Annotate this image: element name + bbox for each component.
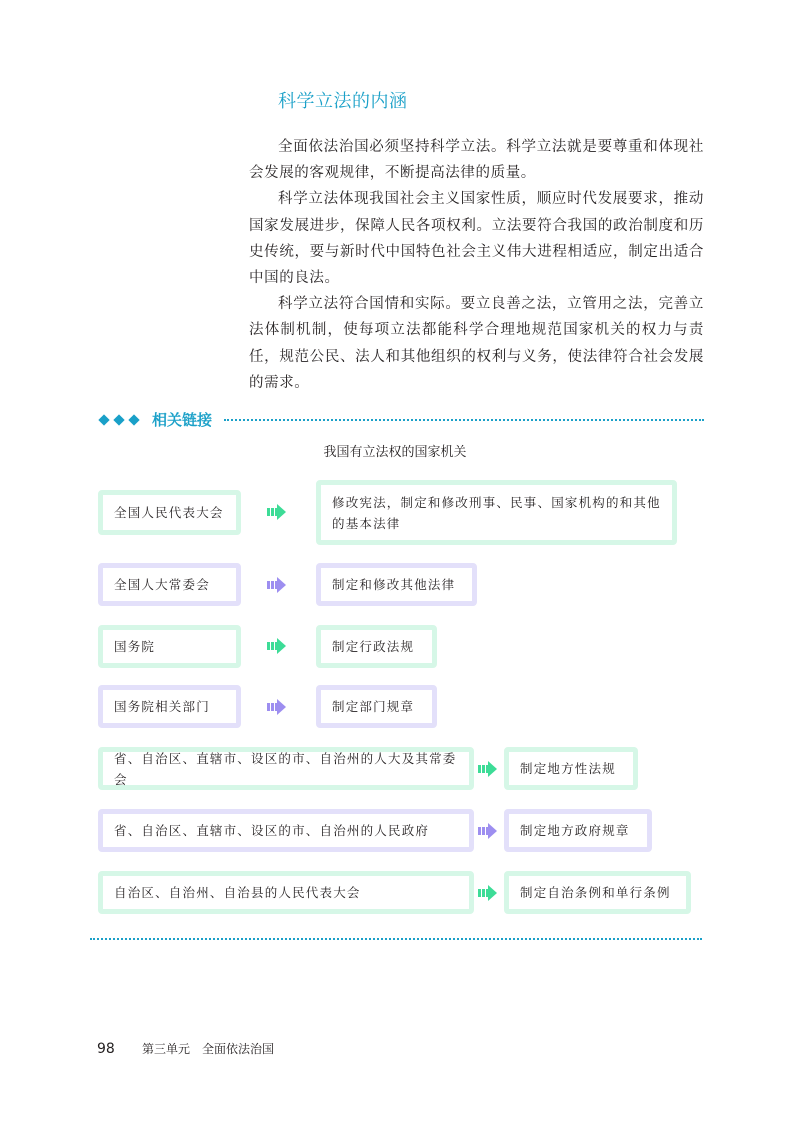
power-label: 制定地方政府规章 [520,823,630,838]
power-box [316,625,437,668]
body-text [249,134,704,396]
arrow-right-icon [267,504,287,520]
power-label: 制定行政法规 [332,639,415,654]
diamond-icon [113,414,124,425]
power-box [504,809,652,852]
arrow-right-icon [478,885,498,901]
power-box [316,563,477,606]
organ-box [98,871,474,914]
organ-label: 省、自治区、直辖市、设区的市、自治州的人民政府 [114,823,430,838]
arrow-right-icon [478,823,498,839]
power-box [504,871,691,914]
power-label: 制定地方性法规 [520,761,616,776]
page-number: 98 [97,1041,115,1057]
power-box [316,480,677,545]
power-label: 制定自治条例和单行条例 [520,885,671,900]
organ-label: 国务院相关部门 [114,699,210,714]
power-box [504,747,638,790]
diamond-icon [128,414,139,425]
power-label: 修改宪法，制定和修改刑事、民事、国家机构的和其他 [332,494,661,510]
arrow-right-icon [267,699,287,715]
organ-box [98,747,474,790]
arrow-right-icon [267,577,287,593]
power-label: 制定和修改其他法律 [332,577,456,592]
organ-label: 全国人大常委会 [114,577,210,592]
organ-box [98,809,474,852]
diamond-icons [98,413,148,427]
dotted-divider [224,419,704,421]
organ-box [98,490,241,535]
diagram-title: 我国有立法权的国家机关 [323,445,467,460]
related-link-header [98,409,704,431]
organ-box [98,685,241,728]
arrow-right-icon [267,638,287,654]
dotted-divider [90,938,702,940]
organ-label: 国务院 [114,639,156,654]
power-label: 的基本法律 [332,515,401,531]
related-link-title: 相关链接 [152,411,213,429]
section-title: 科学立法的内涵 [278,91,408,112]
organ-label: 自治区、自治州、自治县的人民代表大会 [114,885,361,900]
paragraph: 全面依法治国必须坚持科学立法。科学立法就是要尊重和体现社会发展的客观规律，不断提高法律的质量。 [249,139,704,182]
unit-label: 第三单元 全面依法治国 [142,1042,275,1056]
organ-label: 省、自治区、直辖市、设区的市、自治州的人大及其常委会 [114,750,457,787]
paragraph: 科学立法体现我国社会主义国家性质，顺应时代发展要求，推动国家发展进步，保障人民各项权利。立法要符合我国的政治制度和历史传统，要与新时代中国特色社会主义伟大进程相适应，制定出适合中国的良法。 [249,191,704,287]
footer [97,1038,275,1057]
arrow-right-icon [478,761,498,777]
organ-box [98,563,241,606]
organ-box [98,625,241,668]
organ-label: 全国人民代表大会 [114,505,224,520]
power-box [316,685,437,728]
paragraph: 科学立法符合国情和实际。要立良善之法，立管用之法，完善立法体制机制，使每项立法都能科学合理地规范国家机关的权力与责任，规范公民、法人和其他组织的权利与义务，使法律符合社会发展的需求。 [249,296,704,391]
diamond-icon [98,414,109,425]
power-label: 制定部门规章 [332,699,415,714]
